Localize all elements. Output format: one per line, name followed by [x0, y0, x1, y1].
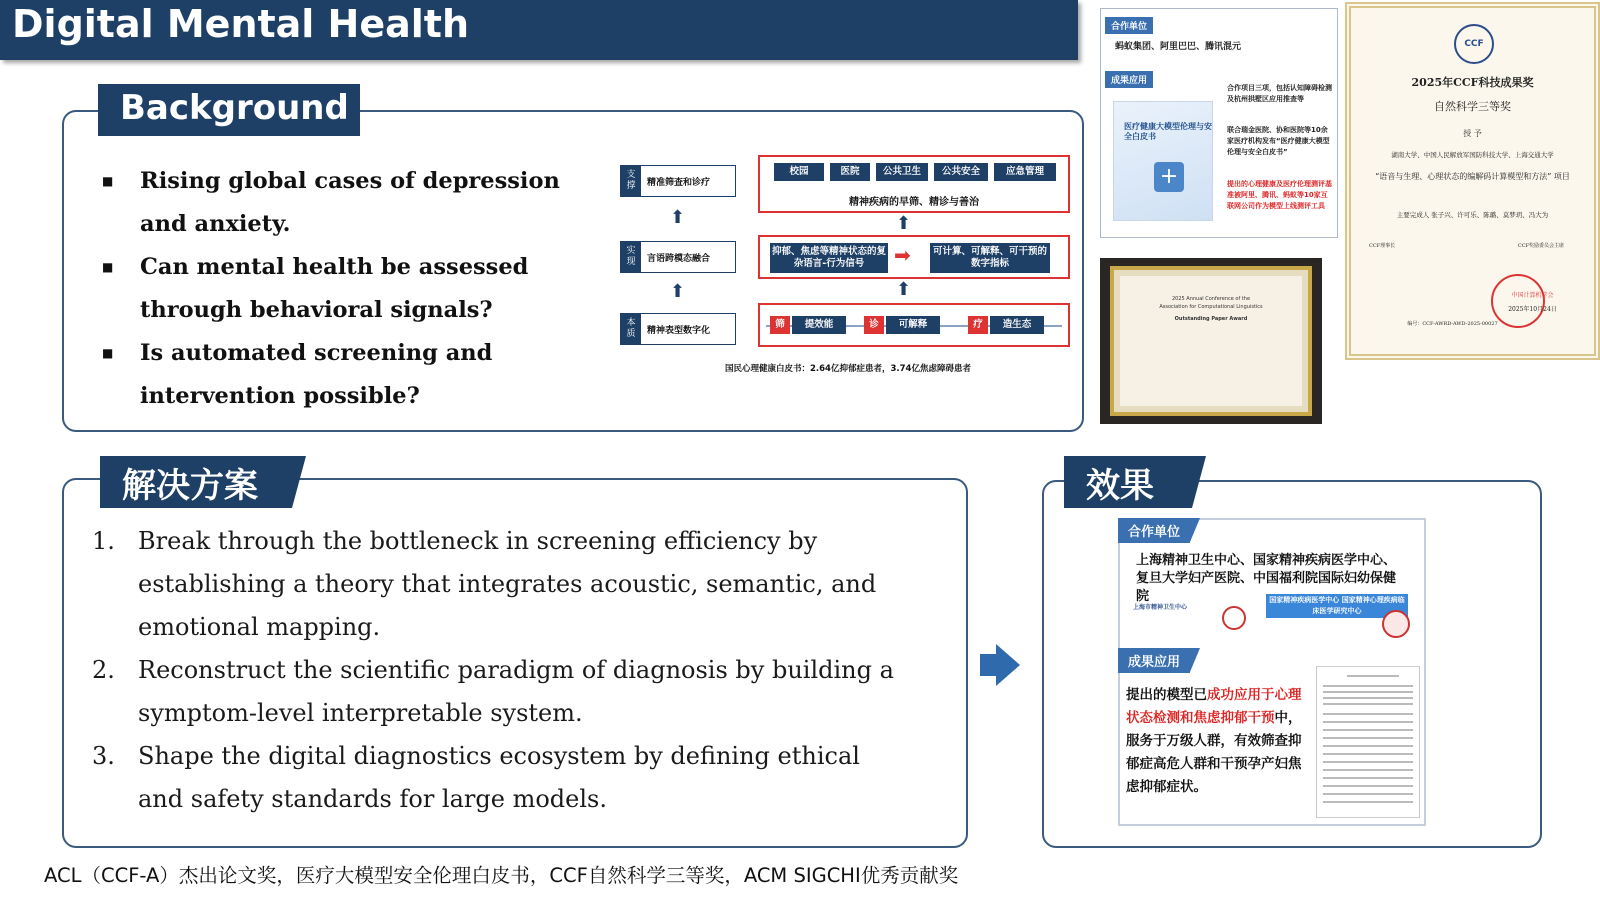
effect-partner-tag: 合作单位	[1118, 518, 1190, 543]
bullet-item: ■ Is automated screening and intervention possible?	[102, 332, 602, 418]
effect-result	[1126, 684, 1310, 799]
background-tag: Background	[98, 84, 360, 136]
ccf-certificate	[1345, 2, 1600, 360]
cert-project: “语音与生理、心理状态的编解码计算模型和方法” 项目	[1375, 172, 1570, 181]
application-tag: 成果应用	[1105, 71, 1153, 88]
center-band: 国家精神疾病医学中心 国家精神心理疾病临床医学研究中心	[1266, 594, 1408, 618]
partner-text: 蚂蚁集团、阿里巴巴、腾讯混元	[1115, 42, 1242, 52]
level-box	[620, 313, 736, 345]
scene-tag: 公共安全	[934, 163, 988, 181]
cert-subtitle: 自然科学三等奖	[1434, 100, 1511, 113]
level-label: 精神表型数字化	[647, 325, 711, 336]
item-number: 2.	[92, 656, 115, 684]
up-arrow-icon: ⬆	[896, 213, 912, 234]
collaboration-card	[1100, 8, 1338, 238]
up-arrow-icon: ⬆	[670, 207, 686, 228]
stage-red: 筛	[770, 316, 790, 334]
scene-tag: 公共卫生	[876, 163, 928, 181]
level-side: 支撑	[621, 166, 641, 196]
up-arrow-icon: ⬆	[896, 279, 912, 300]
stage-red: 疗	[968, 316, 988, 334]
item-number: 3.	[92, 742, 115, 770]
stage-blue: 造生态	[990, 316, 1044, 334]
cert-title: 2025年CCF科技成果奖	[1411, 76, 1534, 89]
mid-red-box	[758, 235, 1070, 279]
bullet-item: ■ Rising global cases of depression and anxiety.	[102, 160, 602, 246]
smhc-logo: 上海市精神卫生中心	[1132, 604, 1187, 611]
solution-item	[92, 735, 912, 821]
stage-red: 诊	[864, 316, 884, 334]
partner-tag: 合作单位	[1105, 17, 1153, 34]
ccf-emblem-icon: CCF	[1454, 24, 1494, 64]
effect-app-tag: 成果应用	[1118, 648, 1190, 673]
diagram-caption: 国民心理健康白皮书：2.64亿抑郁症患者，3.74亿焦虑障碍患者	[725, 364, 971, 374]
result-post: 中，服务于万级人群，有效筛查抑郁症高危人群和干预孕产妇焦虑抑郁症状。	[1126, 710, 1302, 795]
medical-cross-icon: +	[1154, 162, 1184, 192]
result-red: 成功应用于心理状态检测和焦虑抑郁干预	[1126, 687, 1302, 726]
top-red-box	[758, 155, 1070, 213]
solution-list	[92, 520, 912, 821]
level-box	[620, 241, 736, 273]
top-caption: 精神疾病的早筛、精诊与善治	[849, 197, 979, 208]
level-side: 实现	[621, 242, 641, 272]
bullet-item: ■ Can mental health be assessed through behavioral signals?	[102, 246, 602, 332]
level-label: 言语跨模态融合	[647, 253, 711, 264]
cert-seal: 中国计算机学会	[1511, 292, 1554, 299]
item-number: 1.	[92, 527, 115, 555]
indicator-box: 可计算、可解释、可干预的数字指标	[930, 243, 1050, 273]
stage-blue: 可解释	[886, 316, 940, 334]
right-arrow-icon: ➡	[894, 243, 911, 267]
item-text: Reconstruct the scientific paradigm of diagnosis by building a symptom-level interpretable system.	[138, 656, 894, 727]
effect-partners: 上海精神卫生中心、国家精神疾病医学中心、复旦大学妇产医院、中国福利院国际妇幼保健院	[1136, 553, 1397, 604]
solution-item	[92, 520, 912, 649]
whitepaper-title: 医疗健康大模型伦理与安全白皮书	[1124, 122, 1212, 141]
acl-award-photo	[1100, 258, 1322, 424]
cert-number: 编号：CCF-AWRD-AWD-2025-00027	[1407, 321, 1498, 327]
framework-diagram	[620, 155, 1075, 395]
effect-card	[1118, 518, 1426, 826]
cert-date: 2025年10月24日	[1508, 306, 1557, 313]
level-label: 精准筛查和诊疗	[647, 177, 711, 188]
welfare-logo-icon	[1382, 610, 1410, 638]
app-point: 联合瑞金医院、协和医院等10余家医疗机构发布“医疗健康大模型伦理与安全白皮书”	[1227, 126, 1330, 156]
level-box	[620, 165, 736, 197]
hospital-logo-icon	[1222, 606, 1246, 630]
page-title: Digital Mental Health	[12, 2, 470, 46]
signal-box: 抑郁、焦虑等精神状态的复杂语言-行为信号	[770, 243, 888, 273]
level-side: 本质	[621, 314, 641, 344]
cert-people: 主要完成人 张子兴、许可乐、陈璐、莫梦玥、冯大为	[1396, 211, 1549, 219]
solution-item	[92, 649, 912, 735]
solution-tag: 解决方案	[100, 456, 292, 508]
result-pre: 提出的模型已	[1126, 687, 1207, 703]
scene-tag: 校园	[774, 163, 824, 181]
scene-tag: 医院	[830, 163, 870, 181]
document-thumbnail	[1316, 666, 1420, 818]
title-bar	[0, 0, 1078, 60]
app-point: 合作项目三项，包括认知障碍检测及杭州拱墅区应用推查等	[1227, 84, 1332, 103]
certificate-frame	[1110, 266, 1312, 416]
cert-sign-right: CCF奖励委员会主席	[1517, 243, 1564, 249]
item-text: Shape the digital diagnostics ecosystem by defining ethical and safety standards for large models.	[138, 742, 860, 813]
photo-text: Association for Computational Linguistics	[1159, 304, 1263, 310]
photo-text: 2025 Annual Conference of the	[1171, 296, 1251, 302]
background-bullets	[102, 160, 602, 418]
bottom-red-box	[758, 303, 1070, 347]
scene-tag: 应急管理	[994, 163, 1056, 181]
awards-footer: ACL（CCF-A）杰出论文奖，医疗大模型安全伦理白皮书，CCF自然科学三等奖，ACM SIGCHI优秀贡献奖	[44, 864, 959, 887]
whitepaper-image	[1113, 101, 1213, 221]
effect-tag: 效果	[1064, 456, 1192, 508]
cert-grant: 授 予	[1463, 129, 1482, 138]
up-arrow-icon: ⬆	[670, 281, 686, 302]
stage-blue: 提效能	[792, 316, 846, 334]
cert-sign-left: CCF理事长	[1369, 243, 1396, 249]
cert-units: 湖南大学、中国人民解放军国防科技大学、上海交通大学	[1391, 151, 1554, 159]
photo-text: Outstanding Paper Award	[1174, 316, 1248, 322]
item-text: Break through the bottleneck in screening efficiency by establishing a theory that integrates acoustic, semantic, and emotional mapping.	[138, 527, 877, 641]
app-point: 提出的心理健康及医疗伦理测评基准被阿里、腾讯、蚂蚁等10家互联网公司作为模型上线测评工具	[1227, 180, 1332, 210]
